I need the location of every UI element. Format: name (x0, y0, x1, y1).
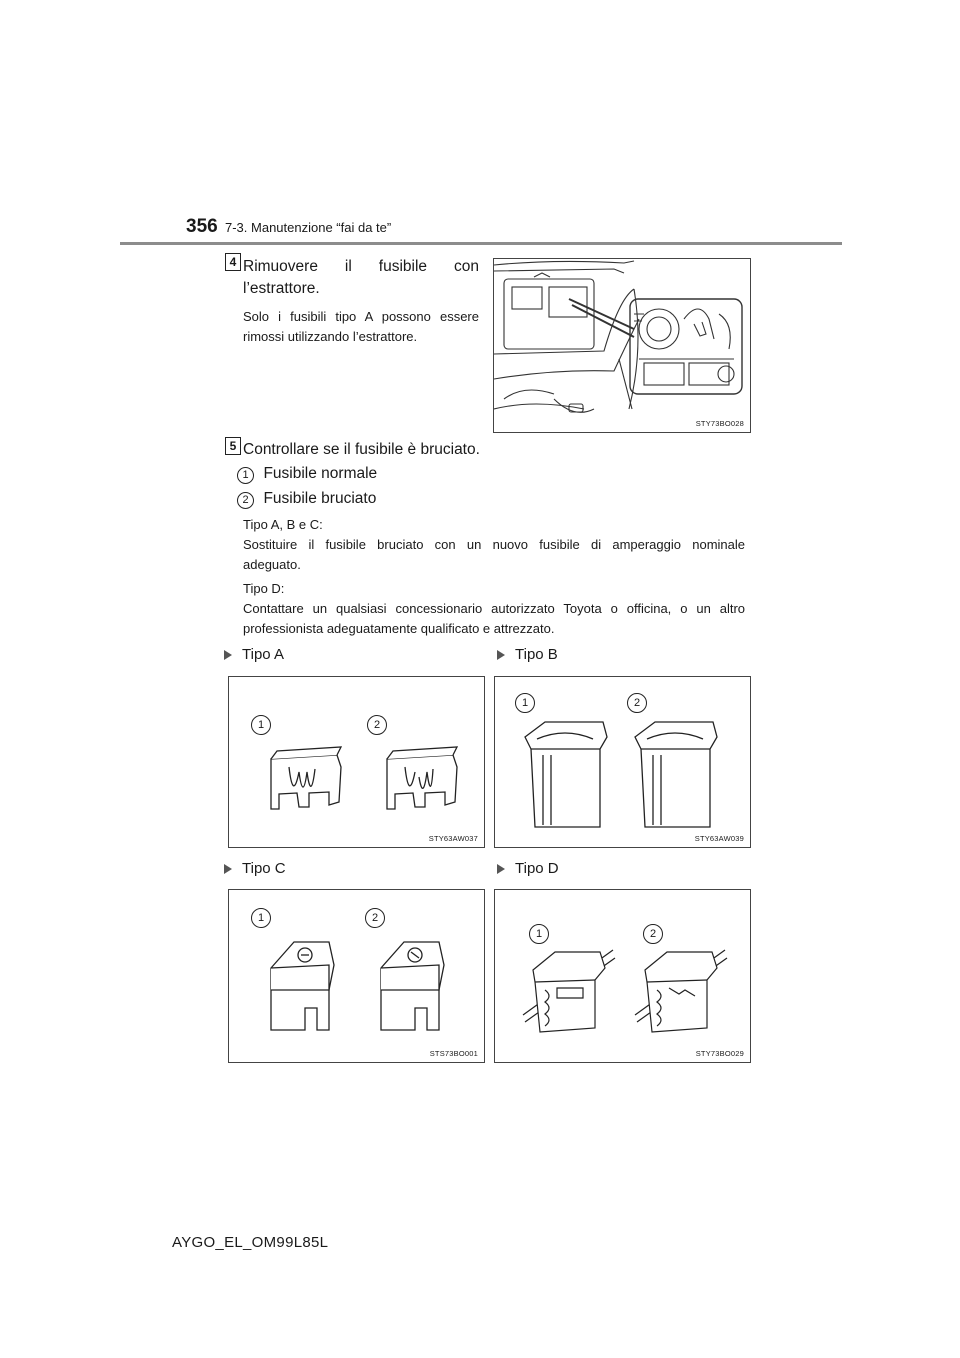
marker-blown: 2 (365, 908, 385, 928)
tipo-d-heading: Tipo D (497, 860, 559, 877)
marker-blown: 2 (643, 924, 663, 944)
header-rule (120, 242, 842, 245)
legend-item-normal (237, 463, 377, 485)
figure-code: STY73BO029 (695, 1049, 744, 1058)
figure-code: STY63AW037 (428, 834, 478, 843)
step4-title-line1: Rimuovere il fusibile con (243, 258, 479, 275)
step-badge-4: 4 (225, 253, 241, 271)
fuse-box-illustration (493, 258, 751, 433)
engine-bay-drawing (494, 259, 750, 432)
d-heading: Tipo D: (243, 581, 285, 596)
step4-note-line1: Solo i fusibili tipo A possono essere (243, 309, 479, 324)
legend-number: 2 (237, 492, 254, 509)
marker-blown: 2 (627, 693, 647, 713)
legend-number: 1 (237, 467, 254, 484)
legend-label: Fusibile bruciato (263, 490, 377, 507)
marker-blown: 2 (367, 715, 387, 735)
step4-title-line2: l’estrattore. (243, 280, 320, 297)
abc-heading: Tipo A, B e C: (243, 517, 323, 532)
triangle-bullet-icon (224, 864, 232, 874)
figure-code: STY73BO028 (695, 419, 744, 428)
legend-label: Fusibile normale (263, 465, 378, 482)
figure-code: STS73BO001 (429, 1049, 478, 1058)
tipo-a-heading: Tipo A (224, 646, 284, 663)
cartridge-fuse-drawing (495, 677, 750, 847)
step5-title: Controllare se il fusibile è bruciato. (243, 441, 480, 458)
bolt-fuse-drawing (495, 890, 750, 1062)
pal-fuse-drawing (229, 890, 484, 1062)
step4-note-line2: rimossi utilizzando l’estrattore. (243, 329, 418, 344)
tipo-b-heading: Tipo B (497, 646, 558, 663)
marker-normal: 1 (515, 693, 535, 713)
blade-fuse-drawing (229, 677, 484, 847)
triangle-bullet-icon (497, 864, 505, 874)
page-number: 356 (186, 216, 218, 237)
tipo-c-heading: Tipo C (224, 860, 286, 877)
abc-line1: Sostituire il fusibile bruciato con un nuovo fusibile di amperaggio nominale (243, 537, 745, 552)
d-line1: Contattare un qualsiasi concessionario autorizzato Toyota o officina, o un altro (243, 601, 745, 616)
legend-item-blown (237, 488, 376, 510)
tipo-b-figure (494, 676, 751, 848)
marker-normal: 1 (251, 908, 271, 928)
section-title: 7-3. Manutenzione “fai da te” (225, 220, 392, 235)
marker-normal: 1 (529, 924, 549, 944)
document-code: AYGO_EL_OM99L85L (172, 1234, 329, 1251)
marker-normal: 1 (251, 715, 271, 735)
tipo-d-figure (494, 889, 751, 1063)
abc-line2: adeguato. (243, 557, 301, 572)
tipo-a-figure (228, 676, 485, 848)
triangle-bullet-icon (497, 650, 505, 660)
step-badge-5: 5 (225, 437, 241, 455)
tipo-c-figure (228, 889, 485, 1063)
figure-code: STY63AW039 (694, 834, 744, 843)
triangle-bullet-icon (224, 650, 232, 660)
d-line2: professionista adeguatamente qualificato e attrezzato. (243, 621, 555, 636)
